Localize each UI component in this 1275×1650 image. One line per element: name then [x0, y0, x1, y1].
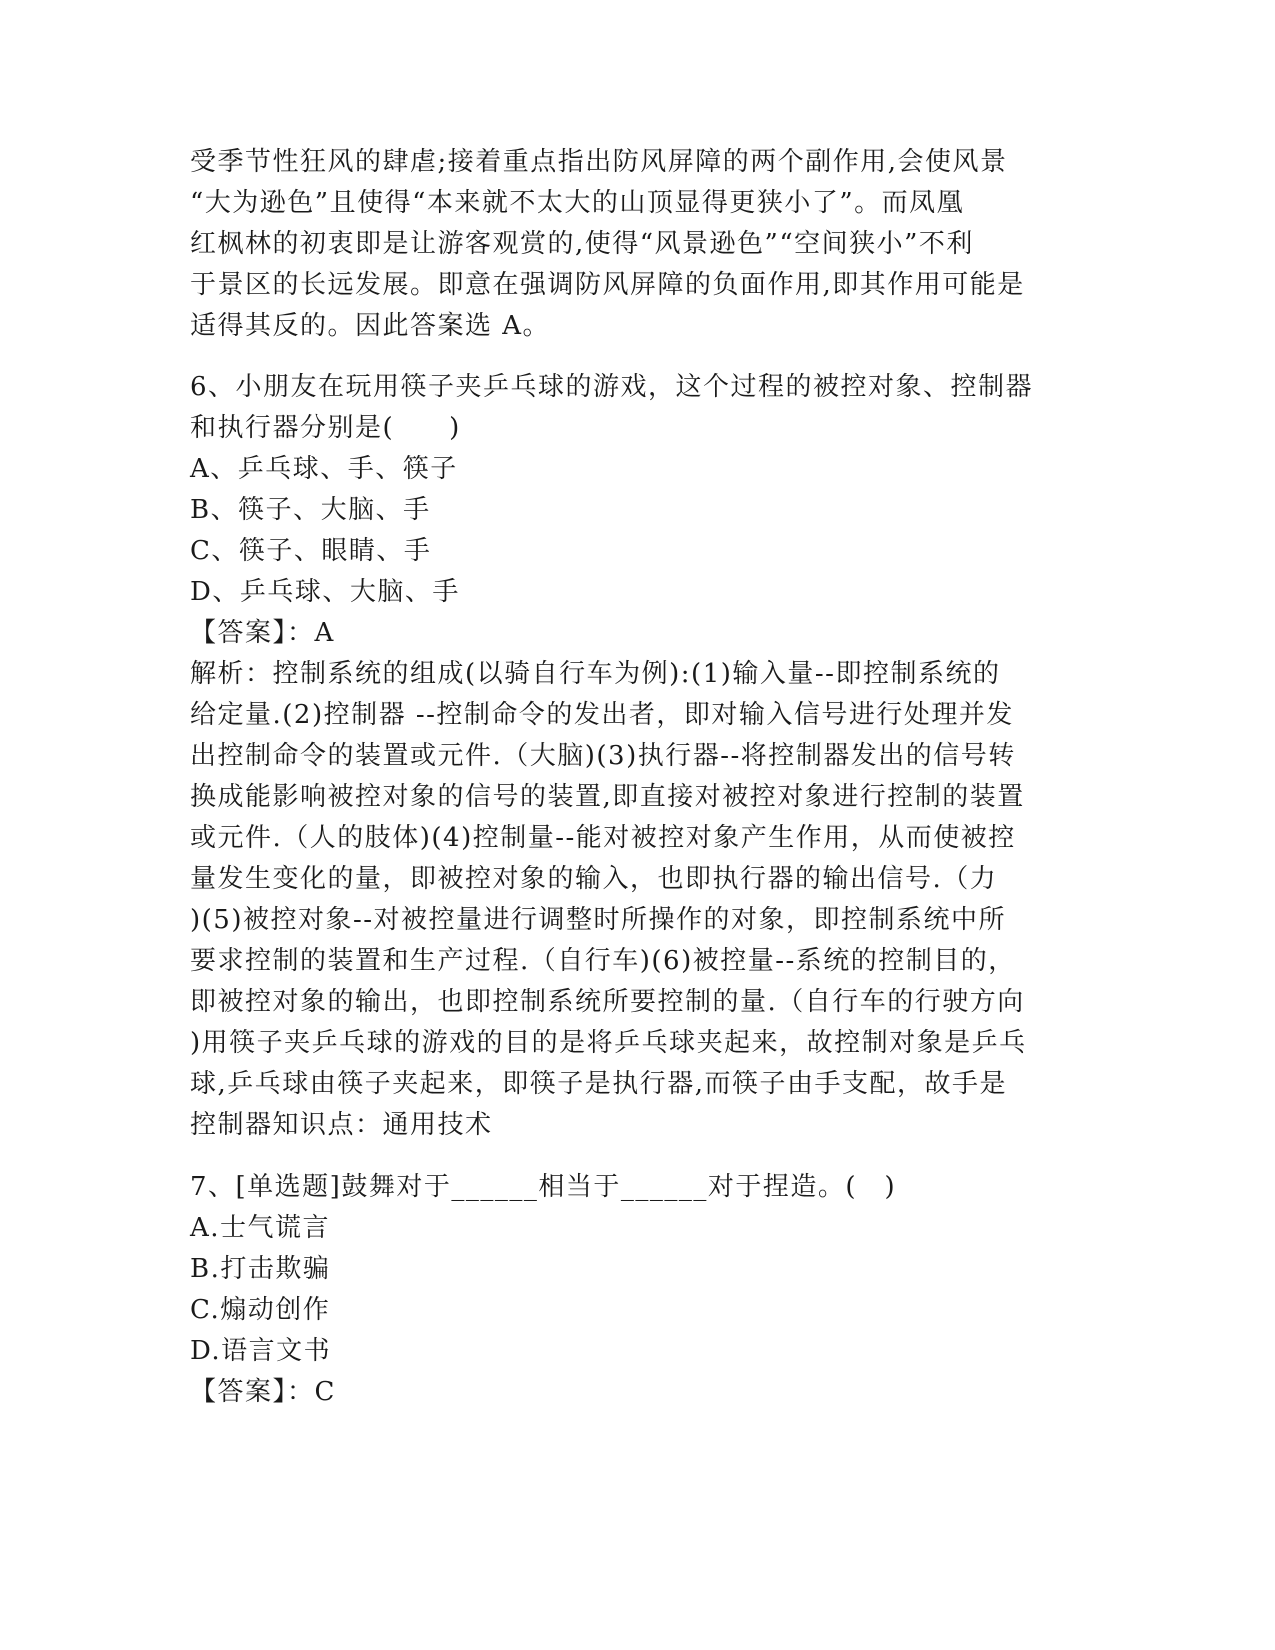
analysis-line: 球,乒乓球由筷子夹起来，即筷子是执行器,而筷子由手支配，故手是 — [190, 1069, 1008, 1099]
option-d: D、乒乓球、大脑、手 — [190, 577, 460, 607]
analysis-line: 控制器知识点：通用技术 — [190, 1110, 493, 1140]
analysis-line: 即被控对象的输出，也即控制系统所要控制的量.（自行车的行驶方向 — [190, 987, 1025, 1017]
analysis-line: 要求控制的装置和生产过程.（自行车)(6)被控量--系统的控制目的， — [190, 946, 1016, 976]
text-line: 适得其反的。因此答案选 A。 — [190, 311, 551, 341]
analysis-line: 量发生变化的量，即被控对象的输入，也即执行器的输出信号.（力 — [190, 864, 998, 894]
answer-line: 【答案】：A — [190, 618, 335, 648]
text-line: 受季节性狂风的肆虐;接着重点指出防风屏障的两个副作用,会使风景 — [190, 147, 1008, 177]
option-a: A.士气谎言 — [190, 1213, 331, 1243]
analysis-line: 出控制命令的装置或元件.（大脑)(3)执行器--将控制器发出的信号转 — [190, 741, 1016, 771]
text-line: “大为逊色”且使得“本来就不太大的山顶显得更狭小了”。而凤凰 — [190, 188, 965, 218]
text-line: 红枫林的初衷即是让游客观赏的,使得“风景逊色”“空间狭小”不利 — [190, 229, 974, 259]
text-line: 于景区的长远发展。即意在强调防风屏障的负面作用,即其作用可能是 — [190, 270, 1025, 300]
answer-line: 【答案】：C — [190, 1377, 336, 1407]
option-c: C、筷子、眼睛、手 — [190, 536, 432, 566]
analysis-line: 给定量.(2)控制器 --控制命令的发出者，即对输入信号进行处理并发 — [190, 700, 1014, 730]
analysis-line: 或元件.（人的肢体)(4)控制量--能对被控对象产生作用，从而使被控 — [190, 823, 1016, 853]
question-6-stem: 6、小朋友在玩用筷子夹乒乓球的游戏，这个过程的被控对象、控制器 — [190, 372, 1034, 402]
option-c: C.煽动创作 — [190, 1295, 331, 1325]
option-d: D.语言文书 — [190, 1336, 332, 1366]
question-7-stem: 7、[单选题]鼓舞对于______相当于______对于捏造。( ) — [190, 1172, 897, 1202]
option-a: A、乒乓球、手、筷子 — [190, 454, 458, 484]
question-6-stem: 和执行器分别是( ) — [190, 413, 461, 443]
option-b: B、筷子、大脑、手 — [190, 495, 431, 525]
option-b: B.打击欺骗 — [190, 1254, 331, 1284]
analysis-line: 换成能影响被控对象的信号的装置,即直接对被控对象进行控制的装置 — [190, 782, 1025, 812]
analysis-line: )(5)被控对象--对被控量进行调整时所操作的对象，即控制系统中所 — [190, 905, 1007, 935]
analysis-line: 解析：控制系统的组成(以骑自行车为例):(1)输入量--即控制系统的 — [190, 659, 1001, 689]
analysis-line: )用筷子夹乒乓球的游戏的目的是将乒乓球夹起来，故控制对象是乒乓 — [190, 1028, 1027, 1058]
